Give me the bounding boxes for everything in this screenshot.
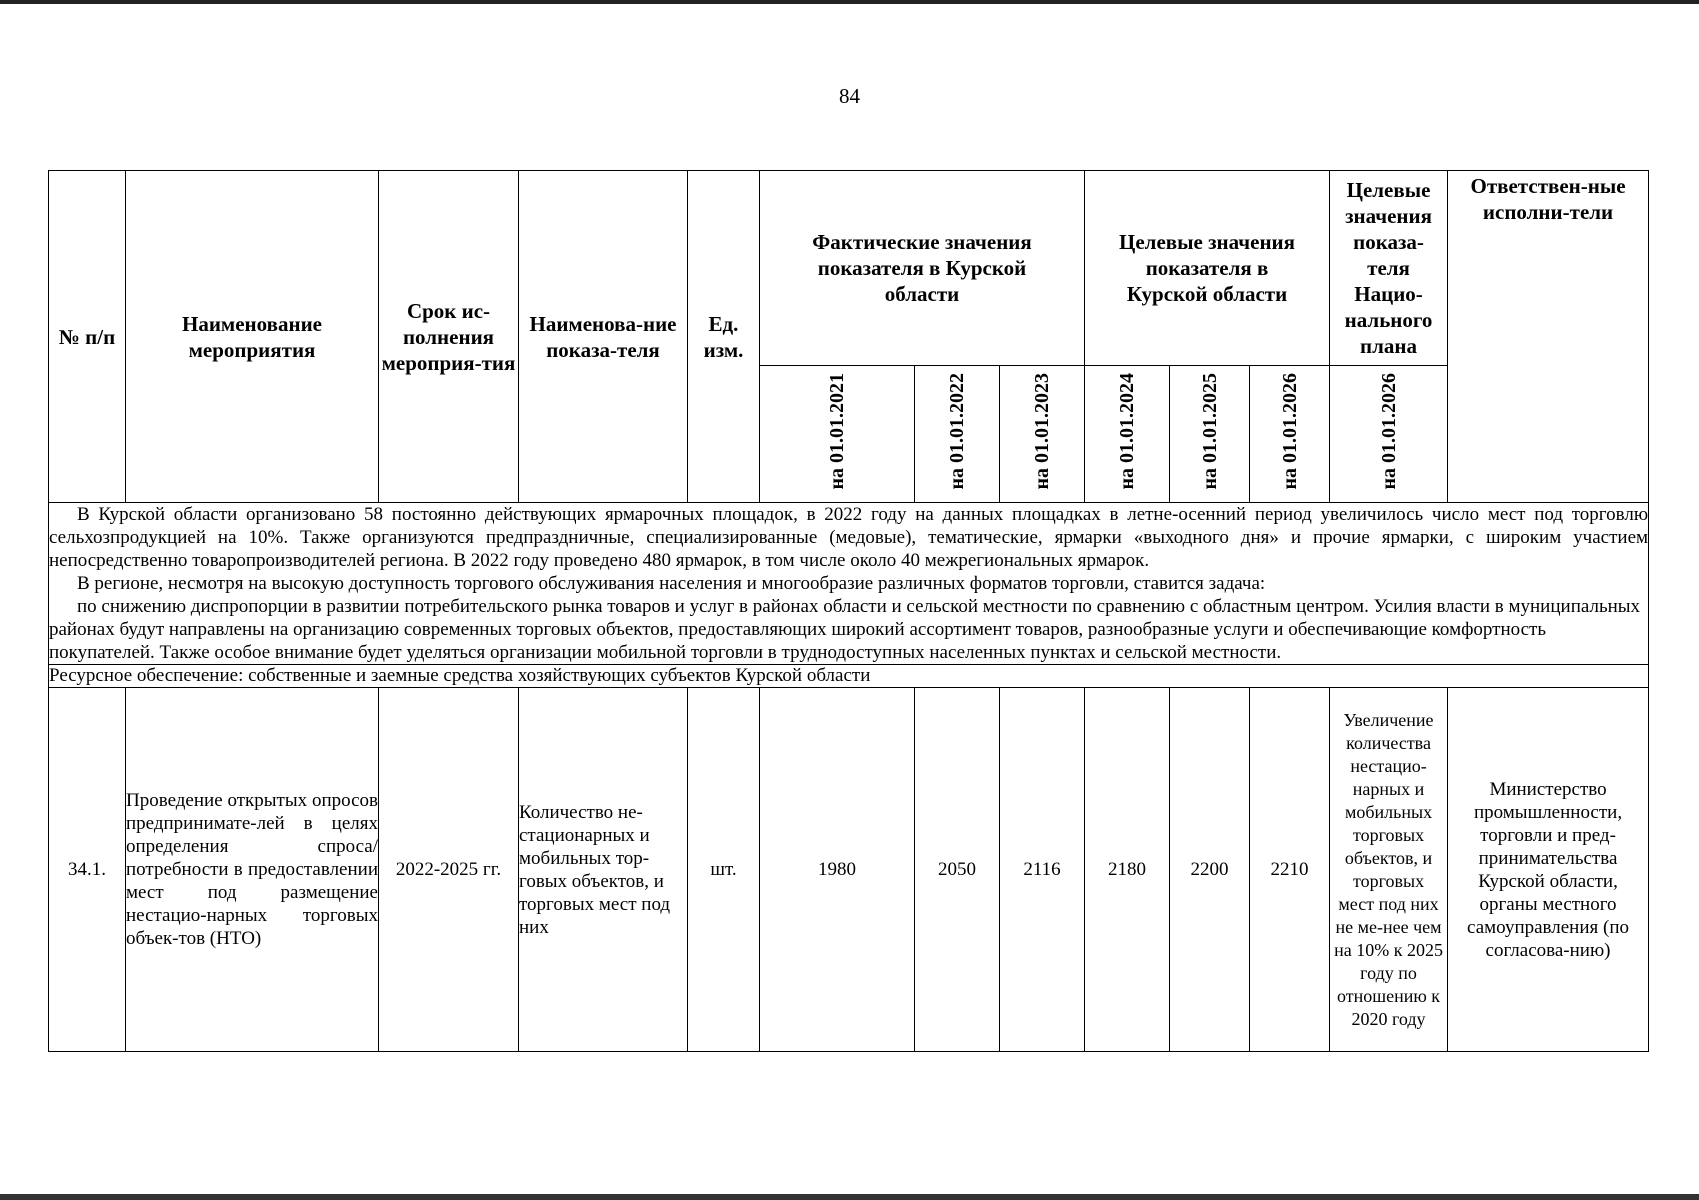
header-date-2021: на 01.01.2021 bbox=[760, 366, 915, 503]
header-date-2026: на 01.01.2026 bbox=[1250, 366, 1330, 503]
header-actual-values: Фактические значения показателя в Курской области bbox=[760, 171, 1085, 366]
header-row-1 bbox=[49, 171, 1649, 366]
indicators-table bbox=[48, 170, 1649, 1052]
row-term: 2022-2025 гг. bbox=[379, 688, 519, 1052]
page-number: 84 bbox=[839, 84, 860, 108]
row-value-2026: 2210 bbox=[1250, 688, 1330, 1052]
row-num: 34.1. bbox=[49, 688, 126, 1052]
row-value-2025: 2200 bbox=[1170, 688, 1250, 1052]
row-event: Проведение открытых опросов предпринимате-лей в целях определения спроса/потребности в предоставлении мест под размещение нестацио-нарных торговых объек-тов (НТО) bbox=[126, 688, 379, 1052]
header-date-2024: на 01.01.2024 bbox=[1085, 366, 1170, 503]
header-national-date-2026: на 01.01.2026 bbox=[1330, 366, 1448, 503]
row-value-2023: 2116 bbox=[1000, 688, 1085, 1052]
header-responsible: Ответствен-ные исполни-тели bbox=[1448, 171, 1649, 503]
header-term: Срок ис-полнения мероприя-тия bbox=[379, 171, 519, 503]
scan-border-top bbox=[0, 0, 1699, 4]
narrative-paragraph-2: В регионе, несмотря на высокую доступность торгового обслуживания населения и многообразие различных форматов торговли, ставится задача: bbox=[77, 573, 1266, 594]
row-responsible: Министерство промышленности, торговли и пред-принимательства Курской области, органы местного самоуправления (по согласова-нию) bbox=[1448, 688, 1649, 1052]
resource-row bbox=[49, 665, 1649, 688]
header-date-2023: на 01.01.2023 bbox=[1000, 366, 1085, 503]
header-date-2022: на 01.01.2022 bbox=[915, 366, 1000, 503]
row-national-target: Увеличение количества нестацио-нарных и мобильных торговых объектов, и торговых мест под них не ме-нее чем на 10% к 2025 году по отношению к 2020 году bbox=[1330, 688, 1448, 1052]
header-event-name: Наименование мероприятия bbox=[126, 171, 379, 503]
row-indicator: Количество не-стационарных и мобильных тор-говых объектов, и торговых мест под них bbox=[519, 688, 688, 1052]
narrative-paragraph-3: по снижению диспропорции в развитии потребительского рынка товаров и услуг в районах области и сельской местности по сравнению с областным центром. Усилия власти в муниципальных районах будут направлены на организацию современных торговых объектов, предоставляющих широкий ассортимент товаров, разнообразные услуги и обеспечивающие комфортность покупателей. Также особое внимание будет уделяться организации мобильной торговли в труднодоступных населенных пунктах и сельской местности. bbox=[49, 596, 1641, 663]
scan-border-bottom bbox=[0, 1194, 1699, 1200]
resource-text: Ресурсное обеспечение: собственные и заемные средства хозяйствующих субъектов Курской области bbox=[49, 665, 1649, 688]
header-target-values: Целевые значения показателя в Курской области bbox=[1085, 171, 1330, 366]
narrative-text bbox=[49, 503, 1649, 665]
row-value-2022: 2050 bbox=[915, 688, 1000, 1052]
row-value-2021: 1980 bbox=[760, 688, 915, 1052]
header-num: № п/п bbox=[49, 171, 126, 503]
row-unit: шт. bbox=[688, 688, 760, 1052]
header-indicator: Наименова-ние показа-теля bbox=[519, 171, 688, 503]
header-date-2025: на 01.01.2025 bbox=[1170, 366, 1250, 503]
header-unit: Ед. изм. bbox=[688, 171, 760, 503]
header-national-target: Целевые значения показа-теля Нацио-нального плана bbox=[1330, 171, 1448, 366]
narrative-paragraph-1: В Курской области организовано 58 постоянно действующих ярмарочных площадок, в 2022 году на данных площадках в летне-осенний период увеличилось число мест под торговлю сельхозпродукцией на 10%. Также организуются предпраздничные, специализированные (медовые), тематические, ярмарки «выходного дня» и прочие ярмарки, с широким участием непосредственно товаропроизводителей региона. В 2022 году проведено 480 ярмарок, в том числе около 40 межрегиональных ярмарок. bbox=[49, 504, 1649, 571]
narrative-row bbox=[49, 503, 1649, 665]
row-value-2024: 2180 bbox=[1085, 688, 1170, 1052]
table-row bbox=[49, 688, 1649, 1052]
